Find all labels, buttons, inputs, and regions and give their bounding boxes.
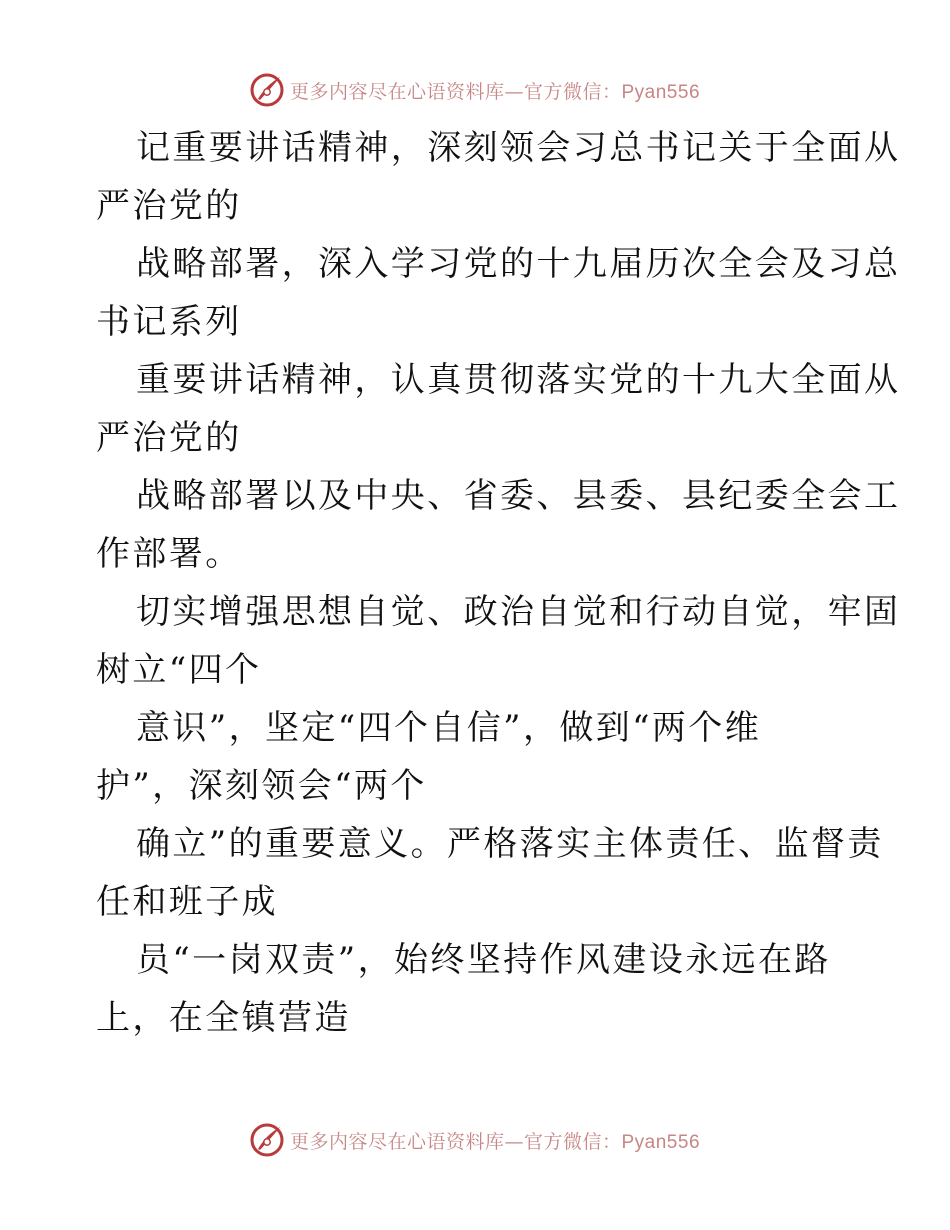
text-line: 战略部署，深入学习党的十九届历次全会及习总 [136, 244, 901, 284]
watermark-text [290, 77, 700, 104]
quill-logo-icon [250, 1123, 284, 1157]
text-line: 重要讲话精神，认真贯彻落实党的十九大全面从 [136, 360, 901, 400]
text-line: 严治党的 [96, 186, 242, 226]
text-line: 员“一岗双责”，始终坚持作风建设永远在路 [136, 940, 831, 980]
text-line: 护”，深刻领会“两个 [96, 766, 427, 806]
text-line: 作部署。 [96, 534, 242, 574]
footer-watermark [0, 1120, 950, 1160]
text-line: 记重要讲话精神，深刻领会习总书记关于全面从 [136, 128, 901, 168]
text-line: 上，在全镇营造 [96, 998, 351, 1038]
text-line: 意识”，坚定“四个自信”，做到“两个维 [136, 708, 762, 748]
watermark-label: 更多内容尽在心语资料库—官方微信： [289, 1130, 622, 1153]
watermark-wechat-id: Pyan556 [621, 1131, 701, 1153]
text-line: 切实增强思想自觉、政治自觉和行动自觉，牢固 [136, 592, 901, 632]
quill-logo-icon [250, 73, 284, 107]
text-line: 战略部署以及中央、省委、县委、县纪委全会工 [136, 476, 901, 516]
text-line: 书记系列 [96, 302, 242, 342]
text-line: 严治党的 [96, 418, 242, 458]
text-line: 任和班子成 [96, 882, 278, 922]
watermark-wechat-id: Pyan556 [621, 81, 701, 103]
watermark-text [290, 1127, 700, 1154]
watermark-label: 更多内容尽在心语资料库—官方微信： [289, 80, 622, 103]
text-line: 树立“四个 [96, 650, 262, 690]
header-watermark [0, 70, 950, 110]
text-line: 确立”的重要意义。严格落实主体责任、监督责 [136, 824, 884, 864]
